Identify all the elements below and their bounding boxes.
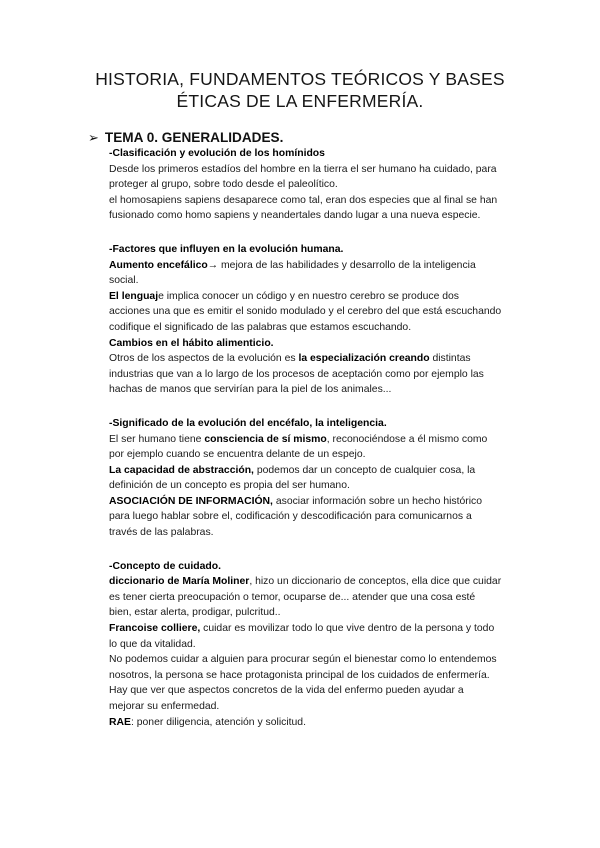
text-line bbox=[109, 289, 549, 305]
text-line bbox=[109, 590, 549, 606]
plain-text: cuidar es movilizar todo lo que vive dentro de la persona y todo bbox=[200, 623, 495, 635]
text-line bbox=[109, 242, 549, 258]
plain-text: lo que da vitalidad. bbox=[109, 638, 196, 650]
plain-text: distintas bbox=[429, 353, 471, 365]
plain-text: proteger al grupo, sobre todo desde el paleolítico. bbox=[109, 179, 338, 191]
topic-heading bbox=[88, 129, 283, 146]
plain-text: , reconociéndose a él mismo como bbox=[326, 433, 488, 445]
text-line bbox=[109, 478, 549, 494]
text-line bbox=[109, 304, 549, 320]
plain-text: por ejemplo cuando se encuentra delante de un espejo. bbox=[109, 449, 366, 461]
paragraph-gap bbox=[109, 541, 549, 559]
plain-text: mejorar su enfermedad. bbox=[109, 701, 220, 712]
text-line bbox=[109, 177, 549, 193]
text-line bbox=[109, 463, 549, 479]
bold-text: Francoise colliere, bbox=[109, 623, 201, 635]
text-line bbox=[109, 162, 549, 178]
text-line bbox=[109, 382, 549, 398]
plain-text: social. bbox=[109, 275, 139, 287]
text-line bbox=[109, 668, 549, 684]
text-line bbox=[109, 525, 549, 541]
topic-label: TEMA 0. GENERALIDADES. bbox=[104, 130, 284, 145]
bold-text: -Concepto de cuidado. bbox=[109, 560, 221, 572]
plain-text: El ser humano tiene bbox=[109, 433, 205, 445]
paragraph-gap bbox=[109, 224, 549, 242]
text-line bbox=[109, 605, 549, 621]
text-line bbox=[109, 258, 549, 274]
text-line bbox=[109, 637, 549, 653]
text-line bbox=[109, 193, 549, 209]
text-line bbox=[109, 715, 549, 731]
bold-text: El lenguaj bbox=[109, 290, 159, 302]
plain-text: : poner diligencia, atención y solicitud. bbox=[130, 716, 306, 728]
text-line bbox=[109, 351, 549, 367]
bold-text: ASOCIACIÓN DE INFORMACIÓN, bbox=[109, 495, 273, 507]
plain-text: → mejora de las habilidades y desarrollo de la inteligencia bbox=[207, 259, 476, 271]
bold-text: la especialización creando bbox=[298, 353, 430, 365]
plain-text: Otros de los aspectos de la evolución es bbox=[109, 353, 299, 365]
bold-text: -Significado de la evolución del encéfalo, la inteligencia. bbox=[109, 417, 387, 429]
bold-text: Aumento encefálico bbox=[109, 259, 208, 271]
text-line bbox=[109, 574, 549, 590]
plain-text: , hizo un diccionario de conceptos, ella dice que cuidar bbox=[249, 576, 502, 588]
text-line bbox=[109, 494, 549, 510]
text-line bbox=[109, 146, 549, 162]
plain-text: hachas de manos que servirían para la piel de los animales... bbox=[109, 384, 392, 396]
text-line bbox=[109, 416, 549, 432]
text-line bbox=[109, 367, 549, 383]
text-line bbox=[109, 432, 549, 448]
plain-text: acciones una que es emitir el sonido modulado y el cerebro del que está escuchando bbox=[109, 306, 502, 318]
text-line bbox=[109, 273, 549, 289]
plain-text: para luego hablar sobre el, codificación y descodificación para comunicarnos a bbox=[109, 511, 472, 523]
text-line bbox=[109, 320, 549, 336]
plain-text: nosotros, la persona se hace protagonista principal de los cuidados de enfermería. bbox=[109, 669, 490, 681]
plain-text: asociar información sobre un hecho histórico bbox=[272, 495, 483, 507]
paragraph-gap bbox=[109, 398, 549, 416]
text-line bbox=[109, 652, 549, 668]
text-line bbox=[109, 699, 549, 715]
plain-text: e implica conocer un código y en nuestro cerebro se produce dos bbox=[158, 290, 460, 302]
bold-text: -Clasificación y evolución de los homínidos bbox=[109, 148, 325, 159]
plain-text: bien, estar alerta, prodigar, pulcritud.. bbox=[109, 607, 281, 619]
bold-text: -Factores que influyen en la evolución humana. bbox=[109, 243, 344, 255]
document-body bbox=[109, 146, 549, 730]
title-line-2: ÉTICAS DE LA ENFERMERÍA. bbox=[176, 91, 424, 111]
bold-text: RAE bbox=[109, 716, 131, 728]
plain-text: codifique el significado de las palabras que estamos escuchando. bbox=[109, 321, 412, 333]
plain-text: industrias que van a lo largo de los procesos de aceptación como por ejemplo las bbox=[109, 368, 484, 380]
text-line bbox=[109, 621, 549, 637]
plain-text: es tener cierta preocupación o temor, ocuparse de... atender que una cosa esté bbox=[109, 591, 476, 603]
bold-text: consciencia de sí mismo bbox=[204, 433, 327, 445]
plain-text: definición de un concepto es propia del ser humano. bbox=[109, 480, 350, 492]
plain-text: Hay que ver que aspectos concretos de la vida del enfermo pueden ayudar a bbox=[109, 685, 464, 697]
plain-text: fusionado como homo sapiens y neandertales dando lugar a una nueva especie. bbox=[109, 210, 481, 222]
text-line bbox=[109, 683, 549, 699]
title-line-1: HISTORIA, FUNDAMENTOS TEÓRICOS Y BASES bbox=[95, 69, 505, 89]
text-line bbox=[109, 559, 549, 575]
text-line bbox=[109, 509, 549, 525]
plain-text: podemos dar un concepto de cualquier cosa, la bbox=[253, 464, 476, 476]
bold-text: diccionario de María Moliner bbox=[109, 576, 250, 588]
arrow-bullet-icon: ➢ bbox=[88, 130, 99, 145]
bold-text: La capacidad de abstracción, bbox=[109, 464, 254, 476]
plain-text: el homosapiens sapiens desaparece como tal, eran dos especies que al final se han bbox=[109, 194, 498, 206]
plain-text: No podemos cuidar a alguien para procurar según el bienestar como lo entendemos bbox=[109, 654, 497, 666]
bold-text: Cambios en el hábito alimenticio. bbox=[109, 337, 274, 349]
plain-text: Desde los primeros estadíos del hombre en la tierra el ser humano ha cuidado, para bbox=[109, 163, 497, 175]
plain-text: través de las palabras. bbox=[109, 527, 214, 539]
text-line bbox=[109, 447, 549, 463]
text-line bbox=[109, 208, 549, 224]
text-line bbox=[109, 336, 549, 352]
document-title bbox=[60, 68, 540, 112]
